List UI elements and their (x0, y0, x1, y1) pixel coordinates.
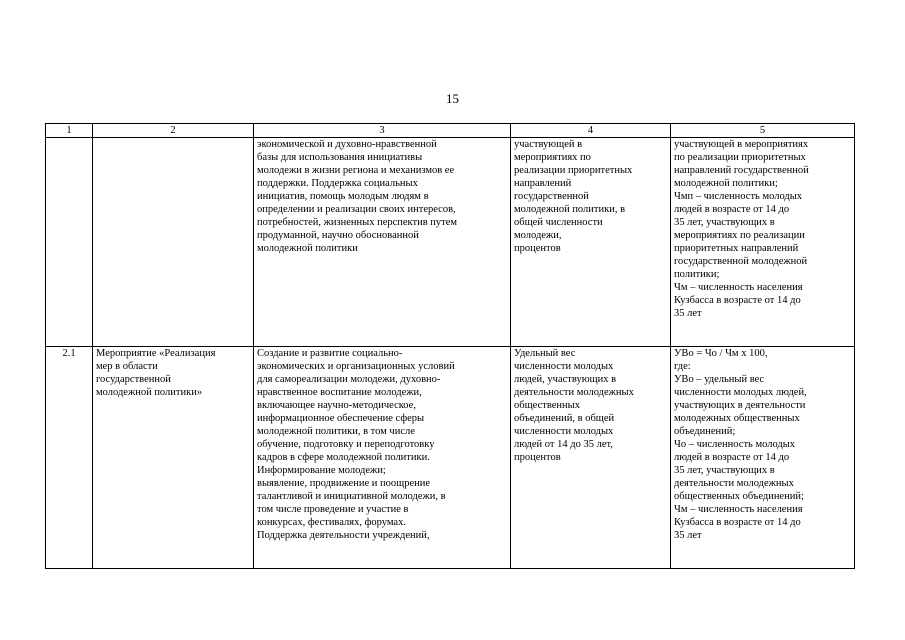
row-number-cell (46, 138, 93, 347)
page-number: 15 (446, 91, 459, 106)
header-cell-5: 5 (671, 124, 855, 138)
table-header-row (46, 124, 855, 138)
formula-cell: участвующей в мероприятиях по реализации приоритетных направлений государственной молодежной политики; Чмп – численность молодых людей в возрасте от 14 до 35 лет, участвующих в мероприятиях по реализации приоритетных направлений государственной молодежной политики; Чм – численность населения Кузбасса в возрасте от 14 до 35 лет (671, 138, 855, 347)
table-row (46, 347, 855, 569)
activity-name-cell: Мероприятие «Реализация мер в области государственной молодежной политики» (93, 347, 254, 569)
row-number-cell: 2.1 (46, 347, 93, 569)
indicator-cell: участвующей в мероприятиях по реализации приоритетных направлений государственной молодежной политики, в общей численности молодежи, процентов (511, 138, 671, 347)
formula-cell: УВо = Чо / Чм x 100, где: УВо – удельный вес численности молодых людей, участвующих в деятельности молодежных общественных объединений; Чо – численность молодых людей в возрасте от 14 до 35 лет, участвующих в деятельности молодежных общественных объединений; Чм – численность населения Кузбасса в возрасте от 14 до 35 лет (671, 347, 855, 569)
program-table (45, 123, 855, 569)
description-cell: Создание и развитие социально- экономических и организационных условий для самореализации молодежи, духовно- нравственное воспитание молодежи, включающее научно-методическое, информационное обеспечение сферы молодежной политики, в том числе обучение, подготовку и переподготовку кадров в сфере молодежной политики. Информирование молодежи; выявление, продвижение и поощрение талантливой и инициативной молодежи, в том числе проведение и участие в конкурсах, фестивалях, форумах. Поддержка деятельности учреждений, (254, 347, 511, 569)
header-cell-4: 4 (511, 124, 671, 138)
header-cell-3: 3 (254, 124, 511, 138)
header-cell-1: 1 (46, 124, 93, 138)
header-cell-2: 2 (93, 124, 254, 138)
indicator-cell: Удельный вес численности молодых людей, участвующих в деятельности молодежных общественных объединений, в общей численности молодых людей от 14 до 35 лет, процентов (511, 347, 671, 569)
activity-name-cell (93, 138, 254, 347)
table-row (46, 138, 855, 347)
description-cell: экономической и духовно-нравственной базы для использования инициативы молодежи в жизни региона и механизмов ее поддержки. Поддержка социальных инициатив, помощь молодым людям в определении и реализации своих интересов, потребностей, жизненных перспектив путем продуманной, научно обоснованной молодежной политики (254, 138, 511, 347)
